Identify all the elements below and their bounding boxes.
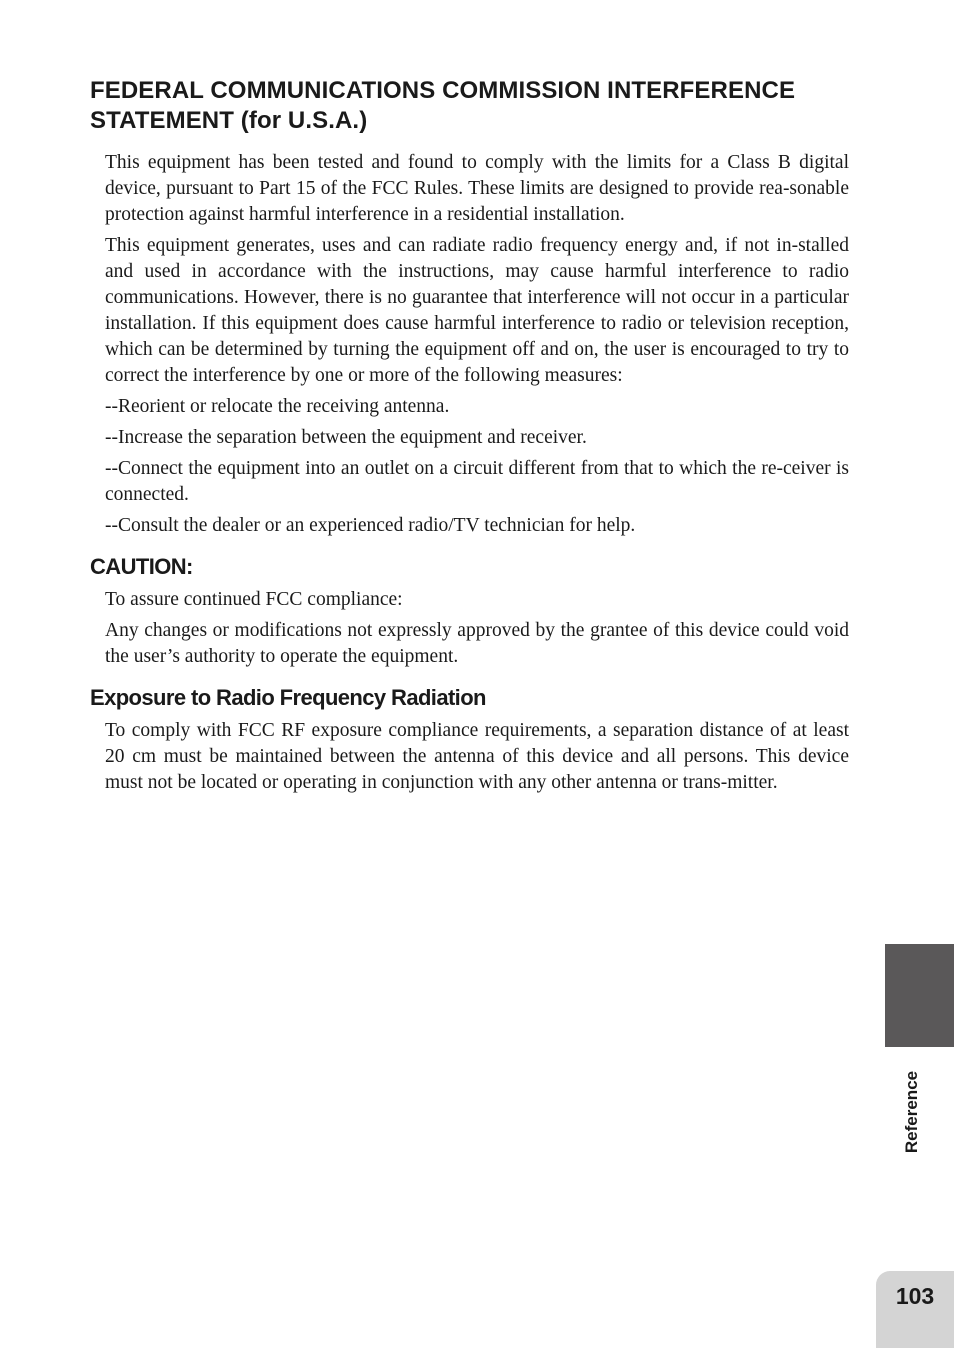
exposure-paragraph: To comply with FCC RF exposure compliance requirements, a separation distance of at least 20 cm must be maintained between the antenna of this device and all persons. This device must not be located or operating in conjunction with any other antenna or trans-mitter.: [105, 720, 849, 793]
caution-heading: CAUTION:: [90, 554, 193, 579]
fcc-paragraph: This equipment has been tested and found to comply with the limits for a Class B digital device, pursuant to Part 15 of the FCC Rules. These limits are designed to provide rea-sonable protection against harmful interference in a residential installation.: [105, 152, 849, 225]
section-tab-label: [899, 1060, 925, 1164]
page-number-tab: [876, 1271, 954, 1348]
measure-item: --Reorient or relocate the receiving antenna.: [105, 396, 450, 417]
caution-paragraph: To assure continued FCC compliance:: [105, 589, 403, 610]
section-tab-marker: [885, 944, 954, 1047]
fcc-paragraph: This equipment generates, uses and can radiate radio frequency energy and, if not in-stalled and used in accordance with the instructions, may cause harmful interference to radio communications. However, there is no guarantee that interference will not occur in a particular installation. If this equipment does cause harmful interference to radio or television reception, which can be determined by turning the equipment off and on, the user is encouraged to try to correct the interference by one or more of the following measures:: [105, 235, 849, 386]
caution-paragraph: Any changes or modifications not expressly approved by the grantee of this device could void the user’s authority to operate the equipment.: [105, 620, 849, 667]
measure-item: --Increase the separation between the equipment and receiver.: [105, 427, 587, 448]
measure-item: --Consult the dealer or an experienced radio/TV technician for help.: [105, 515, 636, 536]
section-tab-text: Reference: [902, 1070, 921, 1154]
page-title: FEDERAL COMMUNICATIONS COMMISSION INTERFERENCE STATEMENT (for U.S.A.): [90, 77, 796, 134]
measure-item: --Connect the equipment into an outlet on a circuit different from that to which the re-ceiver is connected.: [105, 458, 849, 505]
page-number: 103: [895, 1283, 935, 1309]
page-content: [90, 76, 850, 801]
exposure-heading: Exposure to Radio Frequency Radiation: [90, 685, 486, 710]
